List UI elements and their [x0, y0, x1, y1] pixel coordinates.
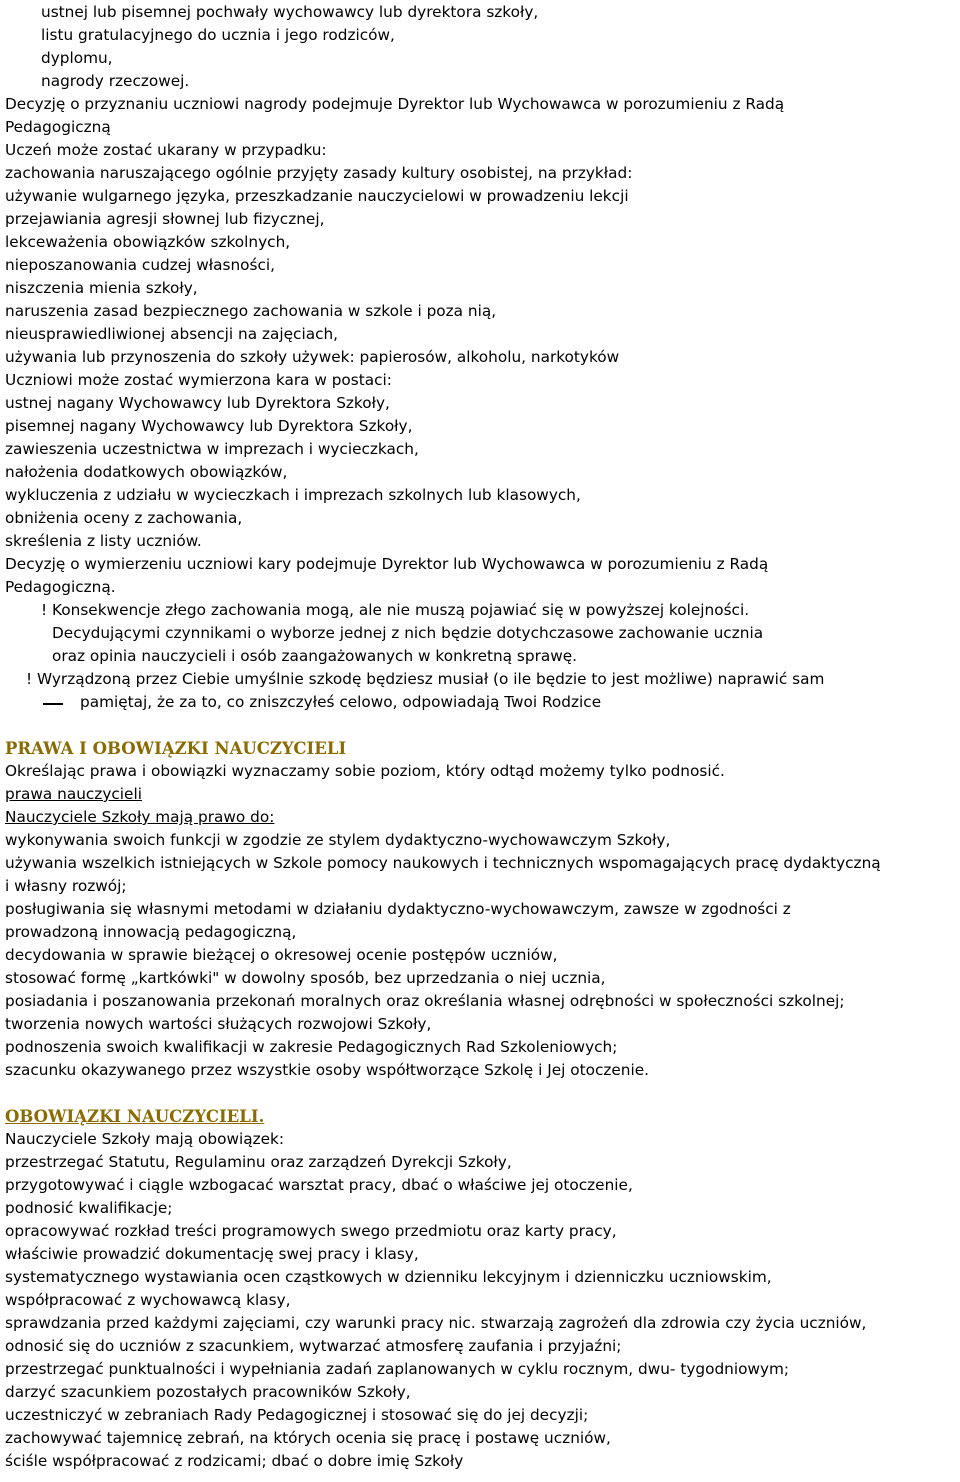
note-consequences: Decydującymi czynnikami o wyborze jednej z nich będzie dotychczasowe zachowanie ucznia: [52, 624, 764, 642]
praise-item: ustnej lub pisemnej pochwały wychowawcy lub dyrektora szkoły,: [41, 3, 539, 21]
penalty-item: wykluczenia z udziału w wycieczkach i imprezach szkolnych lub klasowych,: [5, 486, 581, 504]
duties-item: ściśle współpracować z rodzicami; dbać o dobre imię Szkoły: [5, 1452, 464, 1470]
rights-item: tworzenia nowych wartości służących rozwojowi Szkoły,: [5, 1015, 432, 1033]
duties-item: odnosić się do uczniów z szacunkiem, wytwarzać atmosferę zaufania i przyjaźni;: [5, 1337, 622, 1355]
rights-heading: PRAWA I OBOWIĄZKI NAUCZYCIELI: [5, 739, 347, 758]
penalty-item: obniżenia oceny z zachowania,: [5, 509, 243, 527]
rights-item: prowadzoną innowacją pedagogiczną,: [5, 923, 297, 941]
punish-reason: używanie wulgarnego języka, przeszkadzanie nauczycielowi w prowadzeniu lekcji: [5, 187, 629, 205]
penalty-intro: Uczniowi może zostać wymierzona kara w postaci:: [5, 371, 392, 389]
duties-item: przestrzegać punktualności i wypełniania zadań zaplanowanych w cyklu rocznym, dwu- tygodniowym;: [5, 1360, 790, 1378]
reward-decision-line: Decyzję o przyznaniu uczniowi nagrody podejmuje Dyrektor lub Wychowawca w porozumieniu z Radą: [5, 95, 785, 113]
duties-item: systematycznego wystawiania ocen cząstkowych w dzienniku lekcyjnym i dzienniczku uczniowskim,: [5, 1268, 772, 1286]
dash-bullet: [43, 703, 63, 705]
rights-item: posługiwania się własnymi metodami w działaniu dydaktyczno-wychowawczym, zawsze w zgodności z: [5, 900, 791, 918]
note-consequences: ! Konsekwencje złego zachowania mogą, ale nie muszą pojawiać się w powyższej kolejności.: [41, 601, 750, 619]
rights-item: stosować formę „kartkówki" w dowolny sposób, bez uprzedzania o niej ucznia,: [5, 969, 606, 987]
penalty-item: ustnej nagany Wychowawcy lub Dyrektora Szkoły,: [5, 394, 390, 412]
duties-item: uczestniczyć w zebraniach Rady Pedagogicznej i stosować się do jej decyzji;: [5, 1406, 589, 1424]
reward-decision-line: Pedagogiczną: [5, 118, 111, 136]
rights-item: wykonywania swoich funkcji w zgodzie ze stylem dydaktyczno-wychowawczym Szkoły,: [5, 831, 671, 849]
rights-item: decydowania w sprawie bieżącej o okresowej ocenie postępów uczniów,: [5, 946, 558, 964]
punish-reason: naruszenia zasad bezpiecznego zachowania w szkole i poza nią,: [5, 302, 497, 320]
note-consequences: oraz opinia nauczycieli i osób zaangażowanych w konkretną sprawę.: [52, 647, 578, 665]
duties-item: zachowywać tajemnicę zebrań, na których ocenia się pracę i postawę uczniów,: [5, 1429, 611, 1447]
note-damage: ! Wyrządzoną przez Ciebie umyślnie szkodę będziesz musiał (o ile będzie to jest możliwe) naprawić sam: [26, 670, 825, 688]
penalty-item: zawieszenia uczestnictwa w imprezach i wycieczkach,: [5, 440, 419, 458]
duties-item: przestrzegać Statutu, Regulaminu oraz zarządzeń Dyrekcji Szkoły,: [5, 1153, 512, 1171]
punish-reason: przejawiania agresji słownej lub fizycznej,: [5, 210, 325, 228]
duties-lead: Nauczyciele Szkoły mają obowiązek:: [5, 1130, 285, 1148]
duties-item: współpracować z wychowawcą klasy,: [5, 1291, 291, 1309]
rights-item: szacunku okazywanego przez wszystkie osoby współtworzące Szkolę i Jej otoczenie.: [5, 1061, 650, 1079]
rights-item: używania wszelkich istniejących w Szkole pomocy naukowych i technicznych wspomagających pracę dydaktyczną: [5, 854, 881, 872]
duties-item: darzyć szacunkiem pozostałych pracowników Szkoły,: [5, 1383, 411, 1401]
duties-item: opracowywać rozkład treści programowych swego przedmiotu oraz karty pracy,: [5, 1222, 617, 1240]
punish-reason: zachowania naruszającego ogólnie przyjęty zasady kultury osobistej, na przykład:: [5, 164, 633, 182]
duties-heading: OBOWIĄZKI NAUCZYCIELI.: [5, 1107, 265, 1126]
duties-item: właściwie prowadzić dokumentację swej pracy i klasy,: [5, 1245, 419, 1263]
rights-item: posiadania i poszanowania przekonań moralnych oraz określania własnej odrębności w społeczności szkolnej;: [5, 992, 845, 1010]
praise-item: nagrody rzeczowej.: [41, 72, 190, 90]
duties-item: podnosić kwalifikacje;: [5, 1199, 173, 1217]
rights-intro: Określając prawa i obowiązki wyznaczamy sobie poziom, który odtąd możemy tylko podnosić.: [5, 762, 725, 780]
punish-reason: nieusprawiedliwionej absencji na zajęciach,: [5, 325, 339, 343]
penalty-decision-line: Pedagogiczną.: [5, 578, 116, 596]
duties-item: przygotowywać i ciągle wzbogacać warsztat pracy, dbać o właściwe jej otoczenie,: [5, 1176, 633, 1194]
punish-reason: nieposzanowania cudzej własności,: [5, 256, 276, 274]
punish-intro: Uczeń może zostać ukarany w przypadku:: [5, 141, 327, 159]
punish-reason: niszczenia mienia szkoły,: [5, 279, 198, 297]
note-damage: pamiętaj, że za to, co zniszczyłeś celowo, odpowiadają Twoi Rodzice: [80, 693, 602, 711]
rights-subheading: prawa nauczycieli: [5, 785, 142, 803]
punish-reason: lekceważenia obowiązków szkolnych,: [5, 233, 291, 251]
penalty-decision-line: Decyzję o wymierzeniu uczniowi kary podejmuje Dyrektor lub Wychowawca w porozumieniu z Radą: [5, 555, 769, 573]
rights-item: i własny rozwój;: [5, 877, 127, 895]
penalty-item: nałożenia dodatkowych obowiązków,: [5, 463, 288, 481]
rights-lead: Nauczyciele Szkoły mają prawo do:: [5, 808, 275, 826]
penalty-item: pisemnej nagany Wychowawcy lub Dyrektora Szkoły,: [5, 417, 413, 435]
rights-item: podnoszenia swoich kwalifikacji w zakresie Pedagogicznych Rad Szkoleniowych;: [5, 1038, 618, 1056]
duties-item: sprawdzania przed każdymi zajęciami, czy warunki pracy nic. stwarzają zagrożeń dla zdrowia czy życia uczniów,: [5, 1314, 867, 1332]
praise-item: dyplomu,: [41, 49, 113, 67]
punish-reason: używania lub przynoszenia do szkoły używek: papierosów, alkoholu, narkotyków: [5, 348, 620, 366]
praise-item: listu gratulacyjnego do ucznia i jego rodziców,: [41, 26, 395, 44]
penalty-item: skreślenia z listy uczniów.: [5, 532, 202, 550]
